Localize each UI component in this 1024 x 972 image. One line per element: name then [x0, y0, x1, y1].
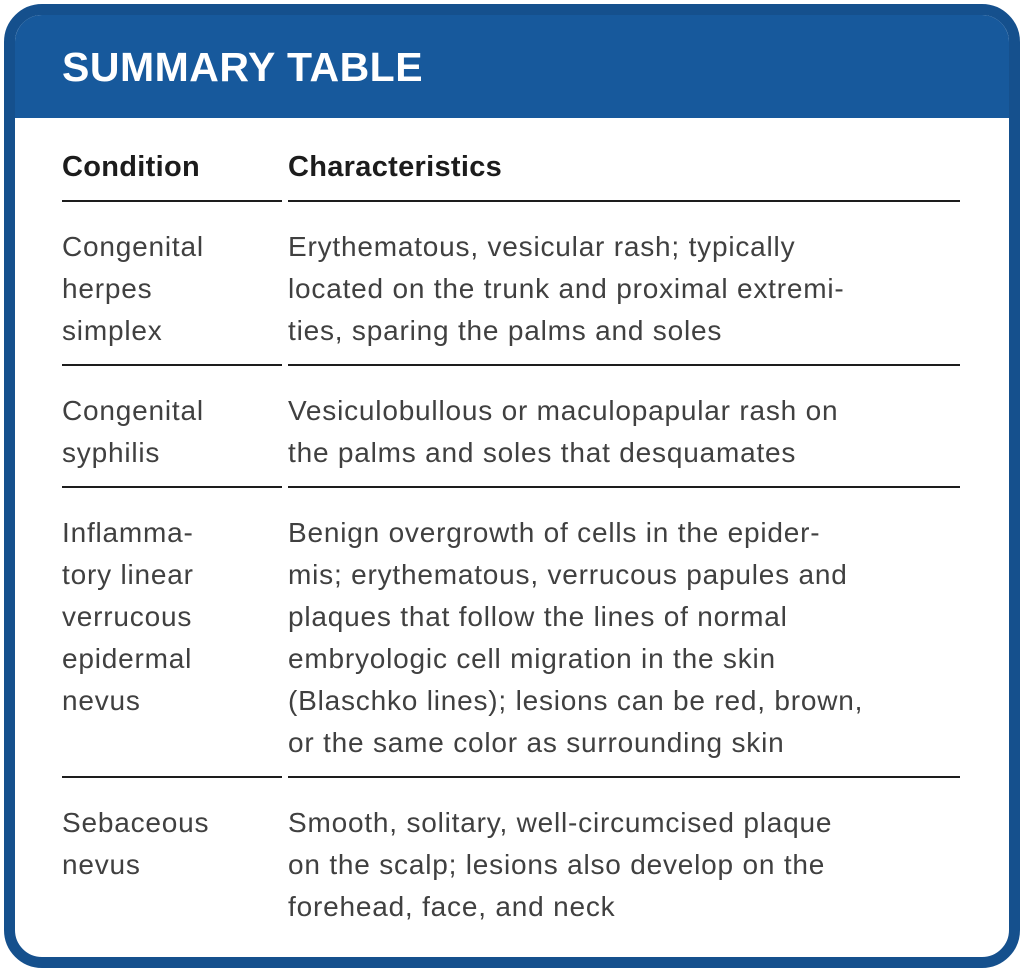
- text-line: Vesiculobullous or maculopapular rash on: [288, 395, 839, 426]
- table-header-row: [62, 118, 960, 200]
- card-body: [15, 118, 1009, 940]
- text-line: Congenital: [62, 395, 204, 426]
- condition-cell: [62, 776, 282, 940]
- text-line: Sebaceous: [62, 807, 210, 838]
- text-line: embryologic cell migration in the skin: [288, 643, 776, 674]
- text-line: Congenital: [62, 231, 204, 262]
- text-line: Smooth, solitary, well-circumcised plaque: [288, 807, 833, 838]
- card-title: SUMMARY TABLE: [62, 44, 424, 90]
- table-row: [62, 200, 960, 364]
- text-line: the palms and soles that desquamates: [288, 437, 797, 468]
- table-row: [62, 486, 960, 776]
- text-line: nevus: [62, 849, 141, 880]
- text-line: on the scalp; lesions also develop on the: [288, 849, 826, 880]
- characteristics-cell: [288, 776, 960, 940]
- text-line: mis; erythematous, verrucous papules and: [288, 559, 848, 590]
- text-line: nevus: [62, 685, 141, 716]
- characteristics-cell: [288, 200, 960, 364]
- summary-table-card: [4, 4, 1020, 968]
- text-line: tory linear: [62, 559, 194, 590]
- table-row: [62, 776, 960, 940]
- column-header-characteristics: Characteristics: [288, 151, 503, 183]
- condition-cell: [62, 364, 282, 486]
- text-line: syphilis: [62, 437, 161, 468]
- condition-cell: [62, 486, 282, 776]
- text-line: plaques that follow the lines of normal: [288, 601, 788, 632]
- text-line: or the same color as surrounding skin: [288, 727, 785, 758]
- table-row: [62, 364, 960, 486]
- text-line: Benign overgrowth of cells in the epider-: [288, 517, 821, 548]
- text-line: herpes: [62, 273, 153, 304]
- text-line: forehead, face, and neck: [288, 891, 616, 922]
- text-line: Inflamma-: [62, 517, 194, 548]
- characteristics-cell: [288, 364, 960, 486]
- characteristics-cell: [288, 486, 960, 776]
- condition-cell: [62, 200, 282, 364]
- text-line: (Blaschko lines); lesions can be red, brown,: [288, 685, 864, 716]
- column-header-condition: Condition: [62, 151, 200, 183]
- text-line: Erythematous, vesicular rash; typically: [288, 231, 796, 262]
- text-line: located on the trunk and proximal extremi-: [288, 273, 845, 304]
- text-line: ties, sparing the palms and soles: [288, 315, 723, 346]
- text-line: verrucous: [62, 601, 193, 632]
- card-header: [15, 15, 1009, 118]
- text-line: simplex: [62, 315, 163, 346]
- text-line: epidermal: [62, 643, 193, 674]
